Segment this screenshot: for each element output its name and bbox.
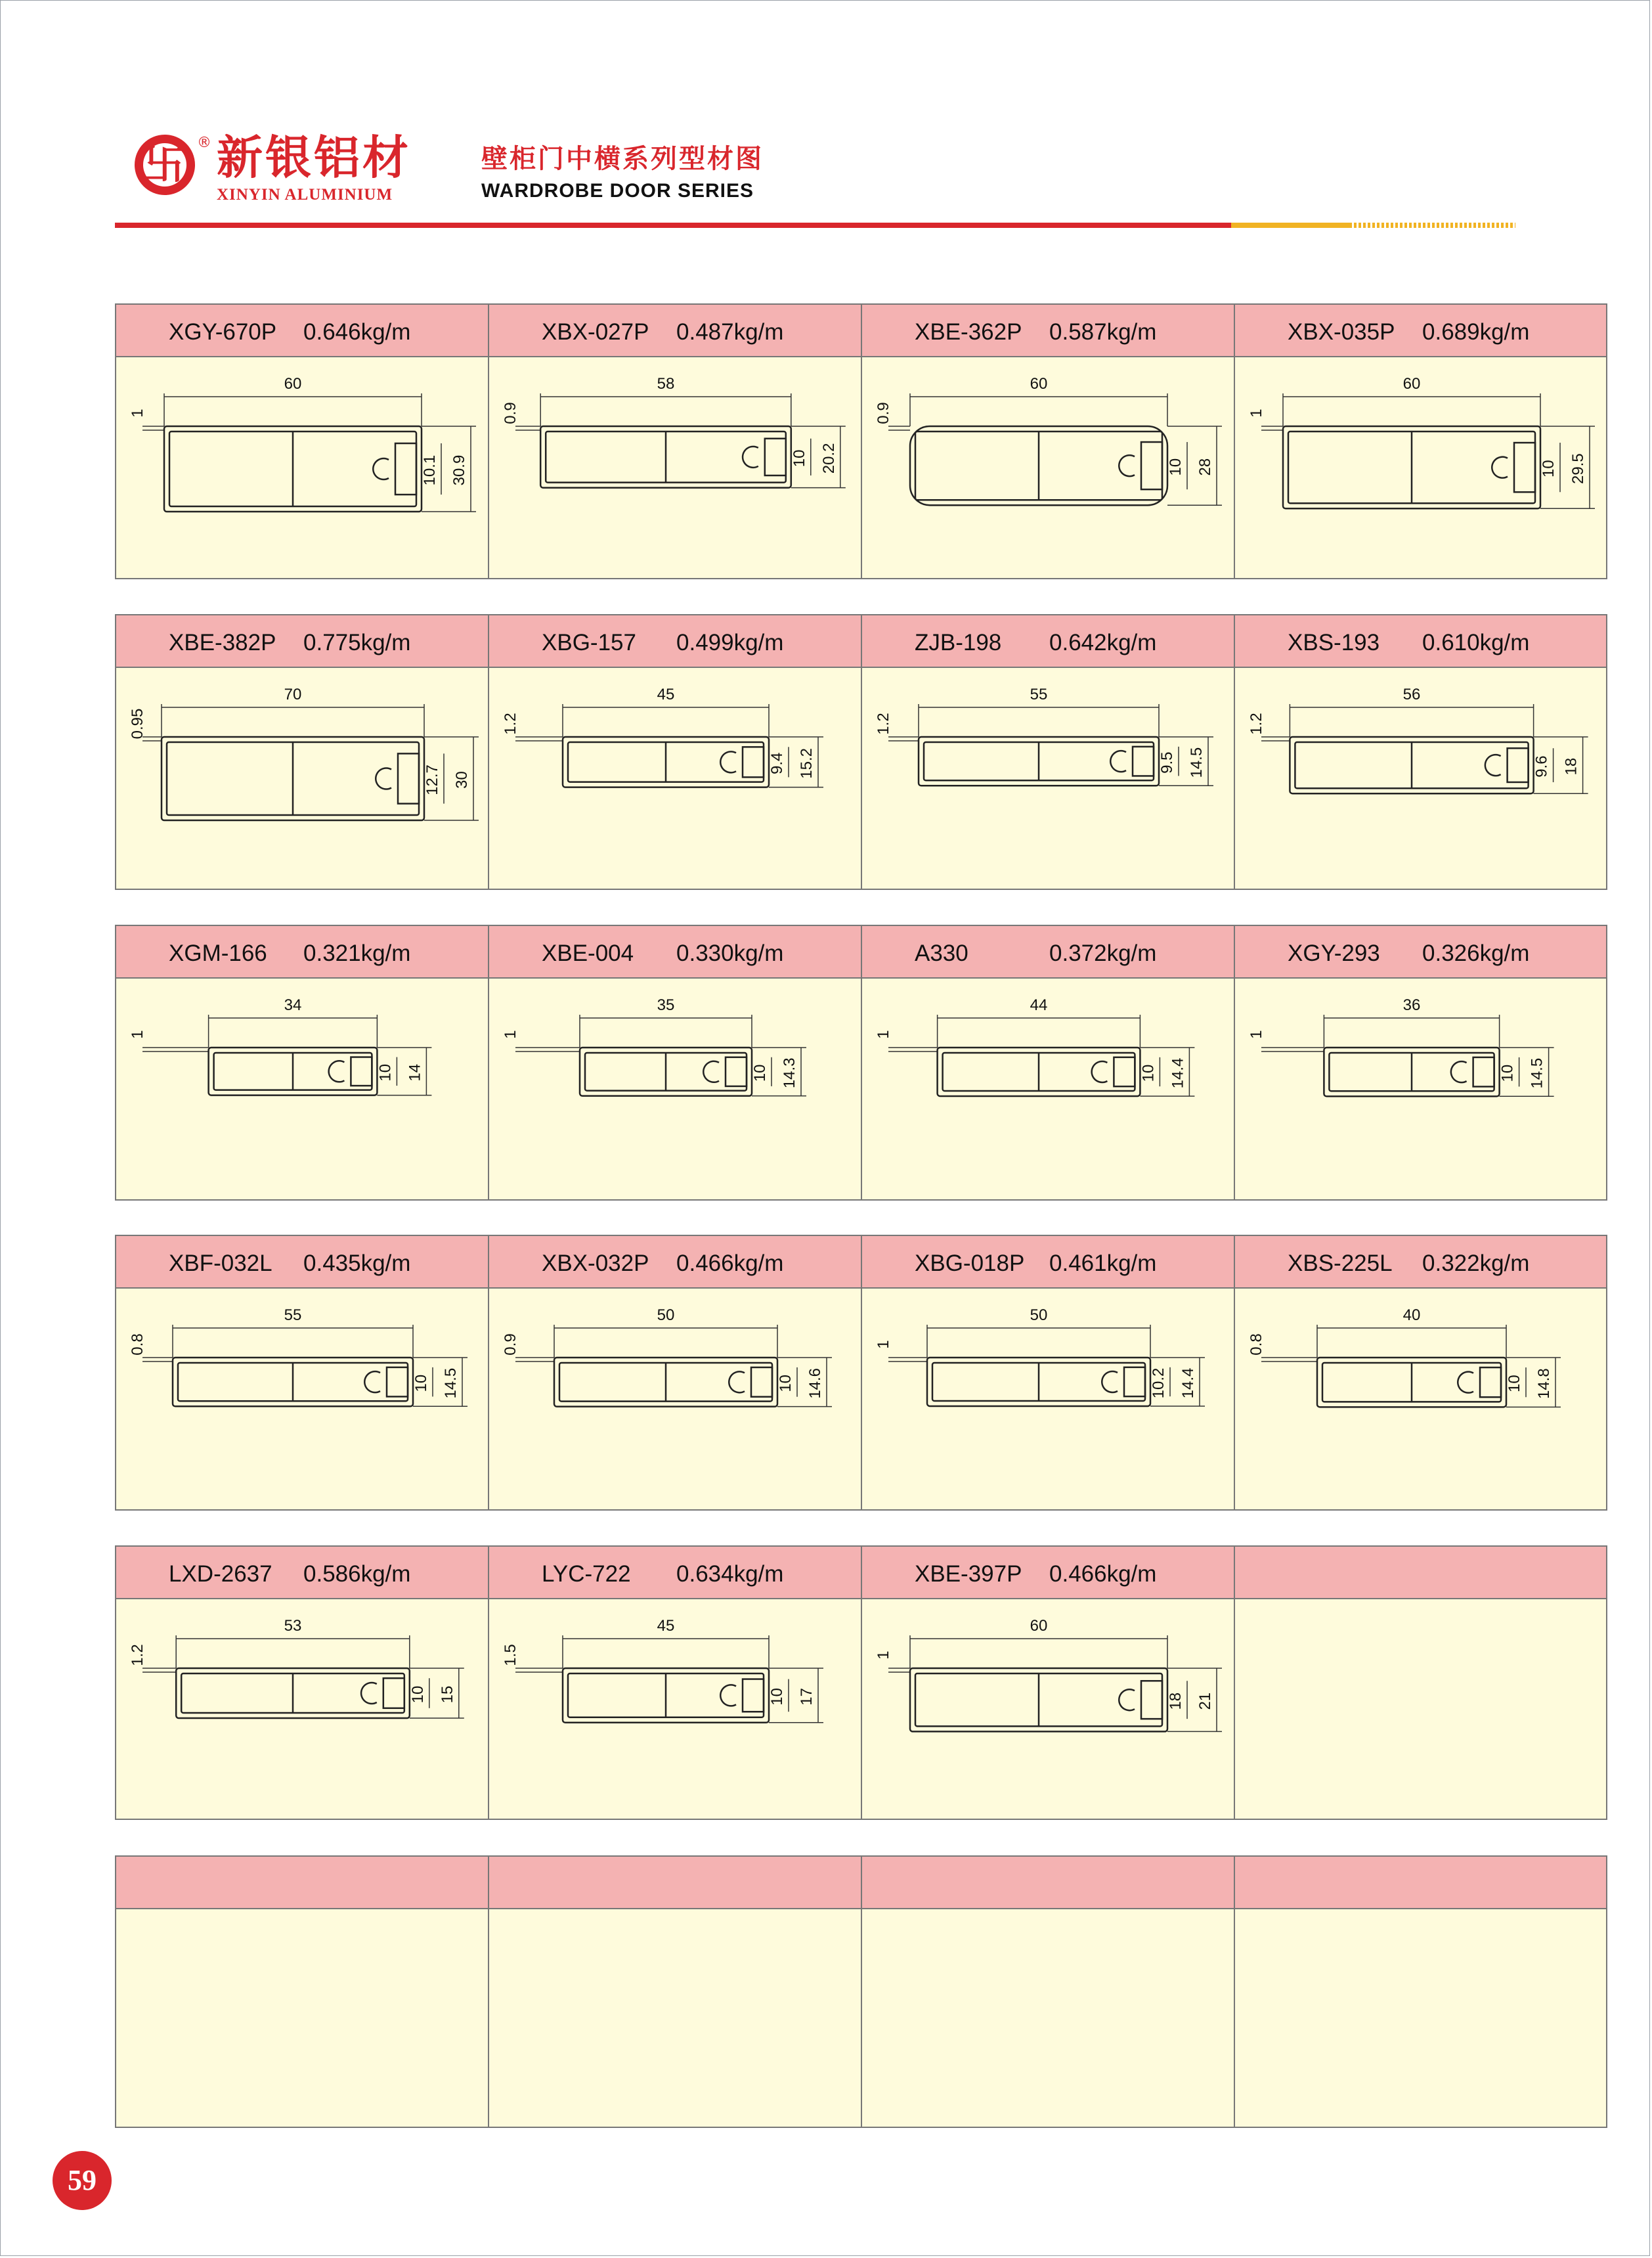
width-dimension-label: 45 xyxy=(657,1617,675,1635)
profile-cell xyxy=(116,1547,489,1819)
side-channel xyxy=(1124,1367,1145,1396)
inner-height-label: 12.7 xyxy=(424,764,441,795)
inner-height-label: 10 xyxy=(376,1063,395,1082)
profile-drawing xyxy=(862,357,1232,578)
profile-drawing xyxy=(116,1599,487,1819)
profile-drawing xyxy=(116,357,487,578)
side-channel xyxy=(751,1367,772,1397)
profile-row xyxy=(115,925,1607,1201)
profile-cell xyxy=(862,926,1235,1199)
top-dimension-label: 0.8 xyxy=(1248,1333,1265,1356)
profile-cell xyxy=(1235,1236,1606,1509)
profile-outline xyxy=(580,1048,752,1096)
profile-code: LYC-722 xyxy=(542,1561,631,1587)
profile-weight: 0.372kg/m xyxy=(1049,941,1157,966)
top-dimension-label: 0.9 xyxy=(502,402,519,424)
width-dimension-label: 36 xyxy=(1402,996,1421,1014)
top-dimension-label: 1.2 xyxy=(1248,713,1265,735)
screw-port xyxy=(703,1061,719,1082)
profile-code: XBG-018P xyxy=(915,1251,1025,1276)
overall-height-label: 14.8 xyxy=(1535,1368,1553,1400)
profile-cell xyxy=(862,615,1235,889)
profile-drawing xyxy=(116,1289,487,1509)
profile-weight: 0.587kg/m xyxy=(1049,319,1157,345)
width-dimension-label: 55 xyxy=(284,1306,302,1324)
width-dimension-label: 53 xyxy=(284,1617,302,1635)
profile-cell xyxy=(1235,305,1606,578)
profile-drawing xyxy=(1235,668,1605,889)
width-dimension-label: 35 xyxy=(657,996,675,1014)
profile-code: XBS-193 xyxy=(1288,630,1380,655)
profile-code: XBE-004 xyxy=(542,941,634,966)
width-dimension-label: 45 xyxy=(657,686,675,703)
profile-outline xyxy=(563,737,769,787)
profile-code: XGY-670P xyxy=(169,319,277,345)
brand-name-en: XINYIN ALUMINIUM xyxy=(217,186,393,204)
side-channel xyxy=(743,1679,764,1712)
profile-cell xyxy=(116,305,489,578)
top-dimension-label: 1 xyxy=(129,409,146,418)
profile-code: XGY-293 xyxy=(1288,941,1380,966)
inner-height-label: 10 xyxy=(768,1688,786,1706)
screw-port xyxy=(1458,1372,1473,1393)
overall-height-label: 20.2 xyxy=(819,443,838,474)
profile-drawing xyxy=(489,979,859,1199)
side-channel xyxy=(1480,1367,1501,1397)
screw-port xyxy=(1485,755,1501,776)
profile-outline xyxy=(209,1048,378,1096)
profile-cell xyxy=(489,926,862,1199)
screw-port xyxy=(1110,751,1126,772)
profile-drawing xyxy=(489,668,859,889)
overall-height-label: 14 xyxy=(406,1063,424,1082)
profile-drawing xyxy=(862,1599,1232,1819)
profile-code: ZJB-198 xyxy=(915,630,1002,655)
series-title-cn: 壁柜门中横系列型材图 xyxy=(481,144,764,174)
screw-port xyxy=(720,1685,736,1706)
profile-title-bar xyxy=(1235,926,1606,979)
profile-code: A330 xyxy=(915,941,968,966)
side-channel xyxy=(765,439,786,476)
width-dimension-label: 40 xyxy=(1402,1306,1421,1324)
profile-drawing xyxy=(862,668,1232,889)
profile-outline xyxy=(176,1668,410,1718)
profile-title-bar xyxy=(862,305,1234,357)
profile-title-bar xyxy=(489,305,861,357)
profile-code: XGM-166 xyxy=(169,941,267,966)
side-channel xyxy=(1508,748,1529,782)
inner-height-label: 10 xyxy=(1167,458,1185,476)
profile-row xyxy=(115,1235,1607,1511)
profile-cell xyxy=(489,305,862,578)
profile-cell xyxy=(1235,926,1606,1199)
side-channel xyxy=(743,747,764,777)
overall-height-label: 14.5 xyxy=(1528,1057,1546,1089)
profile-outline xyxy=(1290,737,1533,793)
profile-weight: 0.487kg/m xyxy=(676,319,784,345)
side-channel xyxy=(383,1678,404,1708)
profile-code: LXD-2637 xyxy=(169,1561,272,1587)
width-dimension-label: 56 xyxy=(1402,686,1421,703)
profile-title-bar xyxy=(1235,1547,1606,1599)
profile-code: XBX-035P xyxy=(1288,319,1395,345)
inner-height-label: 10 xyxy=(777,1374,794,1392)
screw-port xyxy=(1492,457,1508,478)
profile-cell xyxy=(862,1857,1235,2127)
profile-outline xyxy=(910,426,1167,505)
top-dimension-label: 1 xyxy=(1248,409,1265,418)
top-dimension-label: 1 xyxy=(875,1340,892,1349)
profile-drawing xyxy=(862,1289,1232,1509)
inner-height-label: 18 xyxy=(1167,1692,1185,1710)
profile-title-bar xyxy=(1235,305,1606,357)
width-dimension-label: 70 xyxy=(284,686,302,703)
width-dimension-label: 44 xyxy=(1030,996,1048,1014)
inner-height-label: 10 xyxy=(412,1374,430,1392)
profile-drawing xyxy=(862,979,1232,1199)
top-dimension-label: 1.2 xyxy=(875,713,892,735)
top-dimension-label: 1 xyxy=(502,1030,519,1039)
overall-height-label: 17 xyxy=(798,1688,815,1706)
width-dimension-label: 50 xyxy=(657,1306,675,1324)
profile-title-bar xyxy=(1235,1236,1606,1289)
profile-title-bar xyxy=(116,615,488,668)
top-dimension-label: 1 xyxy=(1248,1030,1265,1039)
profile-row xyxy=(115,1545,1607,1820)
profile-outline xyxy=(554,1358,777,1407)
side-channel xyxy=(1141,1681,1162,1719)
profile-weight: 0.326kg/m xyxy=(1422,941,1530,966)
header-rule-accent xyxy=(1231,223,1349,228)
profile-weight: 0.775kg/m xyxy=(303,630,411,655)
overall-height-label: 29.5 xyxy=(1569,453,1587,485)
profile-code: XBX-032P xyxy=(542,1251,649,1276)
profile-cell xyxy=(1235,1857,1606,2127)
top-dimension-label: 0.95 xyxy=(129,708,146,740)
side-channel xyxy=(1473,1057,1494,1087)
profile-title-bar xyxy=(489,1547,861,1599)
profile-code: XBX-027P xyxy=(542,319,649,345)
profile-drawing xyxy=(489,357,859,578)
header-rule-dotted xyxy=(1349,223,1515,228)
profile-drawing xyxy=(1235,1289,1605,1509)
inner-height-label: 10 xyxy=(1506,1375,1523,1393)
overall-height-label: 30 xyxy=(453,771,471,789)
screw-port xyxy=(1119,455,1135,476)
profile-cell xyxy=(489,1547,862,1819)
profile-outline xyxy=(938,1048,1141,1096)
top-dimension-label: 1.5 xyxy=(502,1644,519,1666)
profile-title-bar xyxy=(116,1857,488,1909)
profile-code: XBS-225L xyxy=(1288,1251,1393,1276)
width-dimension-label: 60 xyxy=(1030,375,1048,393)
side-channel xyxy=(1141,442,1162,489)
screw-port xyxy=(373,458,389,479)
profile-outline xyxy=(540,426,791,488)
profile-weight: 0.322kg/m xyxy=(1422,1251,1530,1276)
side-channel xyxy=(351,1057,372,1086)
profile-drawing xyxy=(1235,357,1605,578)
top-dimension-label: 1 xyxy=(875,1650,892,1660)
screw-port xyxy=(1119,1689,1135,1710)
profile-row xyxy=(115,303,1607,579)
overall-height-label: 15 xyxy=(438,1685,456,1704)
profile-title-bar xyxy=(862,1857,1234,1909)
top-dimension-label: 1 xyxy=(875,1030,892,1039)
profile-title-bar xyxy=(862,615,1234,668)
side-channel xyxy=(1133,747,1154,776)
width-dimension-label: 60 xyxy=(284,375,302,393)
profile-cell xyxy=(489,615,862,889)
profile-outline xyxy=(162,737,424,820)
width-dimension-label: 60 xyxy=(1030,1617,1048,1635)
profile-title-bar xyxy=(116,1236,488,1289)
inner-height-label: 9.4 xyxy=(768,752,786,775)
profile-weight: 0.646kg/m xyxy=(303,319,411,345)
profile-title-bar xyxy=(862,926,1234,979)
profile-weight: 0.330kg/m xyxy=(676,941,784,966)
side-channel xyxy=(726,1057,747,1086)
screw-port xyxy=(1451,1061,1467,1082)
profile-title-bar xyxy=(1235,615,1606,668)
overall-height-label: 14.3 xyxy=(781,1057,798,1089)
screw-port xyxy=(729,1371,745,1392)
profile-code: XBE-397P xyxy=(915,1561,1022,1587)
profile-outline xyxy=(563,1668,769,1723)
side-channel xyxy=(398,753,419,803)
overall-height-label: 14.6 xyxy=(806,1367,824,1399)
profile-cell xyxy=(116,926,489,1199)
profile-weight: 0.586kg/m xyxy=(303,1561,411,1587)
width-dimension-label: 50 xyxy=(1030,1306,1048,1324)
profile-weight: 0.461kg/m xyxy=(1049,1251,1157,1276)
screw-port xyxy=(1102,1371,1118,1392)
width-dimension-label: 60 xyxy=(1402,375,1421,393)
profile-code: XBE-362P xyxy=(915,319,1022,345)
top-dimension-label: 0.8 xyxy=(129,1333,146,1356)
profile-title-bar xyxy=(489,615,861,668)
overall-height-label: 30.9 xyxy=(450,454,468,486)
inner-height-label: 10 xyxy=(751,1064,769,1082)
top-dimension-label: 0.9 xyxy=(502,1333,519,1356)
profile-title-bar xyxy=(862,1547,1234,1599)
profile-cell xyxy=(862,305,1235,578)
inner-height-label: 10 xyxy=(1139,1064,1158,1082)
screw-port xyxy=(1092,1061,1108,1082)
inner-height-label: 10 xyxy=(1540,460,1557,478)
profile-cell xyxy=(489,1236,862,1509)
side-channel xyxy=(395,443,416,495)
profile-drawing xyxy=(116,668,487,889)
overall-height-label: 14.4 xyxy=(1169,1057,1187,1089)
profile-weight: 0.499kg/m xyxy=(676,630,784,655)
profile-row xyxy=(115,614,1607,890)
registered-mark: ® xyxy=(197,135,211,151)
profile-cell xyxy=(862,1547,1235,1819)
profile-title-bar xyxy=(489,1236,861,1289)
width-dimension-label: 58 xyxy=(657,375,675,393)
inner-height-label: 10 xyxy=(790,449,808,468)
profile-drawing xyxy=(489,1599,859,1819)
profile-outline xyxy=(919,737,1159,786)
screw-port xyxy=(364,1371,380,1392)
profile-weight: 0.689kg/m xyxy=(1422,319,1530,345)
top-dimension-label: 1.2 xyxy=(502,713,519,735)
profile-cell xyxy=(116,615,489,889)
profile-weight: 0.634kg/m xyxy=(676,1561,784,1587)
profile-weight: 0.435kg/m xyxy=(303,1251,411,1276)
profile-weight: 0.610kg/m xyxy=(1422,630,1530,655)
side-channel xyxy=(1514,443,1535,492)
profile-outline xyxy=(173,1358,413,1406)
profile-outline xyxy=(910,1668,1167,1731)
profile-cell xyxy=(1235,615,1606,889)
overall-height-label: 14.4 xyxy=(1179,1367,1197,1399)
profile-outline xyxy=(1317,1358,1506,1407)
screw-port xyxy=(361,1683,377,1704)
inner-height-label: 10 xyxy=(408,1685,427,1704)
profile-title-bar xyxy=(1235,1857,1606,1909)
profile-code: XBE-382P xyxy=(169,630,276,655)
profile-outline xyxy=(1283,426,1540,508)
overall-height-label: 28 xyxy=(1196,458,1214,476)
top-dimension-label: 1 xyxy=(129,1030,146,1039)
profile-drawing xyxy=(116,979,487,1199)
profile-outline xyxy=(1324,1048,1499,1096)
screw-port xyxy=(720,751,736,772)
profile-title-bar xyxy=(116,1547,488,1599)
inner-height-label: 10.1 xyxy=(421,454,439,486)
brand-name-cn: 新银铝材 xyxy=(217,131,411,185)
profile-title-bar xyxy=(489,926,861,979)
profile-title-bar xyxy=(116,926,488,979)
profile-cell xyxy=(1235,1547,1606,1819)
inner-height-label: 9.6 xyxy=(1532,755,1551,778)
top-dimension-label: 1.2 xyxy=(129,1644,146,1666)
profile-weight: 0.466kg/m xyxy=(1049,1561,1157,1587)
inner-height-label: 10.2 xyxy=(1150,1367,1167,1399)
side-channel xyxy=(1114,1057,1135,1086)
side-channel xyxy=(387,1367,408,1397)
inner-height-label: 10 xyxy=(1498,1064,1517,1082)
profile-cell xyxy=(116,1236,489,1509)
screw-port xyxy=(329,1061,345,1082)
profile-code: XBG-157 xyxy=(542,630,636,655)
overall-height-label: 14.5 xyxy=(442,1367,460,1399)
profile-cell xyxy=(862,1236,1235,1509)
series-title-en: WARDROBE DOOR SERIES xyxy=(481,180,754,202)
inner-height-label: 9.5 xyxy=(1158,751,1176,774)
screw-port xyxy=(376,768,391,789)
overall-height-label: 18 xyxy=(1562,757,1580,776)
xinyin-logo-icon: 卐 xyxy=(135,135,195,195)
header-rule xyxy=(115,223,1231,228)
profile-code: XBF-032L xyxy=(169,1251,272,1276)
profile-weight: 0.466kg/m xyxy=(676,1251,784,1276)
profile-title-bar xyxy=(116,305,488,357)
width-dimension-label: 34 xyxy=(284,996,302,1014)
page-number: 59 xyxy=(53,2151,112,2210)
width-dimension-label: 55 xyxy=(1030,686,1048,703)
overall-height-label: 15.2 xyxy=(798,747,815,779)
profile-drawing xyxy=(489,1289,859,1509)
profile-outline xyxy=(927,1358,1150,1406)
profile-outline xyxy=(164,426,422,512)
profile-title-bar xyxy=(862,1236,1234,1289)
overall-height-label: 14.5 xyxy=(1188,747,1206,778)
profile-cell xyxy=(116,1857,489,2127)
overall-height-label: 21 xyxy=(1196,1692,1214,1710)
profile-row xyxy=(115,1855,1607,2128)
profile-cell xyxy=(489,1857,862,2127)
profile-weight: 0.642kg/m xyxy=(1049,630,1157,655)
screw-port xyxy=(743,447,758,468)
profile-title-bar xyxy=(489,1857,861,1909)
top-dimension-label: 0.9 xyxy=(875,402,892,424)
profile-drawing xyxy=(1235,979,1605,1199)
profile-weight: 0.321kg/m xyxy=(303,941,411,966)
